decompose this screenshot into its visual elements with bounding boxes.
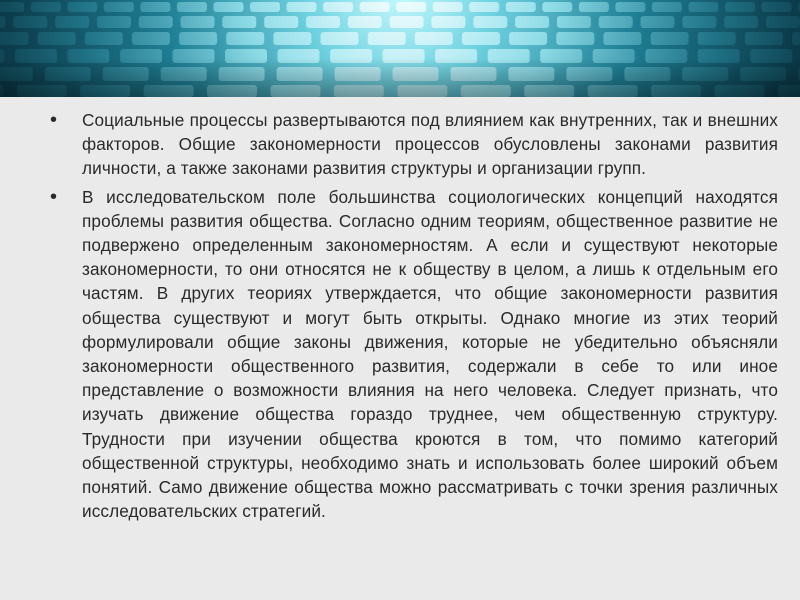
- main-content: [50, 108, 778, 527]
- bullet-icon: •: [50, 109, 58, 131]
- bullet-item-2: [50, 185, 778, 524]
- bullet-icon: •: [50, 185, 58, 208]
- blue-tiled-dome-image: [0, 0, 800, 97]
- bullet-text: В исследовательском поле большинства социологических концепций находятся проблемы развития общества. Согласно одним теориям, общественное развитие не подвержено определенным закономерностям. А если и существуют некоторые закономерности, то они относятся не к обществу в целом, а лишь к отдельным его частям. В других теориях утверждается, что общие закономерности развития общества существуют и могут быть открыты. Однако многие из этих теорий формулировали общие законы движения, которые не убедительно объясняли закономерности общественного развития, содержали в себе то или иное представление о возможности влияния на него человека. Следует признать, что изучать движение общества гораздо труднее, чем общественную структуру. Трудности при изучении общества кроются в том, что помимо категорий общественной структуры, необходимо знать и использовать более широкий объем понятий. Само движение общества можно рассматривать с точки зрения различных исследовательских стратегий.: [82, 186, 778, 522]
- bullet-text: Социальные процессы развертываются под влиянием как внутренних, так и внешних факторов. Общие закономерности процессов обусловлены законами развития личности, а также законами развития структуры и организации групп.: [82, 110, 778, 179]
- bullet-list: [50, 108, 778, 523]
- header-banner: [0, 0, 800, 97]
- bullet-item-1: [50, 108, 778, 181]
